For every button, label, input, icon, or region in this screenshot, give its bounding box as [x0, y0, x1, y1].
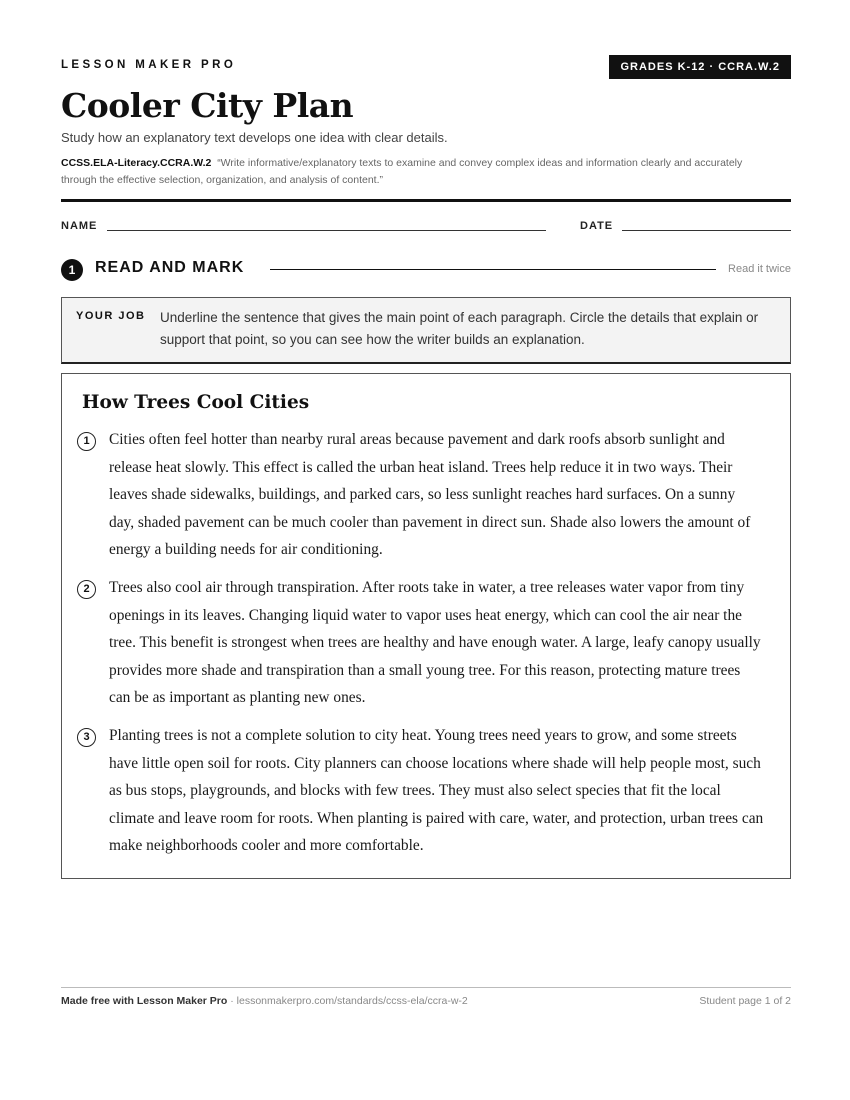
paragraph-number-badge: 3 — [77, 728, 96, 747]
header-bar — [61, 55, 791, 79]
standard-citation — [61, 155, 761, 188]
page-indicator: Student page 1 of 2 — [699, 995, 791, 1007]
footer-url-link[interactable]: lessonmakerpro.com/standards/ccss-ela/ccra-w-2 — [236, 995, 468, 1007]
section-note: Read it twice — [728, 263, 791, 275]
date-field[interactable] — [622, 230, 791, 231]
section-divider — [270, 269, 716, 270]
instructions-text: Underline the sentence that gives the main point of each paragraph. Circle the details that explain or support that point, so you can see how the writer builds an explanation. — [160, 310, 759, 347]
paragraph-text: Planting trees is not a complete solution to city heat. Young trees need years to grow, and some streets have little open soil for roots. City planners can choose locations where shade will help people most, such as bus stops, playgrounds, and blocks with few trees. They must also select species that fit the local climate and leave room for roots. When planting is paired with care, water, and protection, urban trees can make neighborhoods cooler and more comfortable. — [109, 727, 764, 855]
section-heading — [61, 258, 791, 282]
footer — [61, 995, 791, 1009]
name-field[interactable] — [107, 230, 546, 231]
instructions-box — [61, 297, 791, 364]
paragraph-number-badge: 2 — [77, 580, 96, 599]
date-label: DATE — [580, 220, 614, 232]
passage-title: How Trees Cool Cities — [82, 392, 310, 413]
paragraph-number-badge: 1 — [77, 432, 96, 451]
header-divider — [61, 199, 791, 202]
paragraph-text: Trees also cool air through transpiration. After roots take in water, a tree releases water vapor from tiny openings in its leaves. Changing liquid water to vapor uses heat energy, which can cool the air near the tree. This benefit is strongest when trees are healthy and have enough water. A large, leafy canopy usually provides more shade and transpiration than a small young tree. For this reason, protecting mature trees can be as important as planting new ones. — [109, 579, 761, 707]
paragraph-text: Cities often feel hotter than nearby rural areas because pavement and dark roofs absorb sunlight and release heat slowly. This effect is called the urban heat island. Trees help reduce it in two ways. Their leaves shade sidewalks, buildings, and parked cars, so less sunlight reaches hard surfaces. On a sunny day, shaded pavement can be much cooler than pavement in direct sun. Shade also lowers the amount of energy a building needs for air conditioning. — [109, 431, 751, 559]
brand-name: LESSON MAKER PRO — [61, 59, 237, 71]
instructions-label: YOUR JOB — [76, 310, 146, 322]
footer-divider — [61, 987, 791, 988]
page-subtitle: Study how an explanatory text develops one idea with clear details. — [61, 130, 448, 145]
grade-standard-badge: GRADES K-12 · CCRA.W.2 — [609, 55, 791, 79]
section-title: READ AND MARK — [95, 259, 245, 276]
name-label: NAME — [61, 220, 98, 232]
footer-separator: · — [227, 995, 237, 1007]
reading-passage-box — [61, 373, 791, 879]
footer-made-with: Made free with Lesson Maker Pro — [61, 995, 228, 1007]
standard-text: “Write informative/explanatory texts to examine and convey complex ideas and information clearly and accurately through the effective selection, organization, and analysis of content.” — [61, 157, 743, 186]
section-number-badge: 1 — [61, 259, 83, 281]
standard-code: CCSS.ELA-Literacy.CCRA.W.2 — [61, 157, 212, 169]
name-date-row — [61, 219, 791, 235]
page-title: Cooler City Plan — [61, 86, 354, 125]
footer-credit — [61, 995, 468, 1007]
